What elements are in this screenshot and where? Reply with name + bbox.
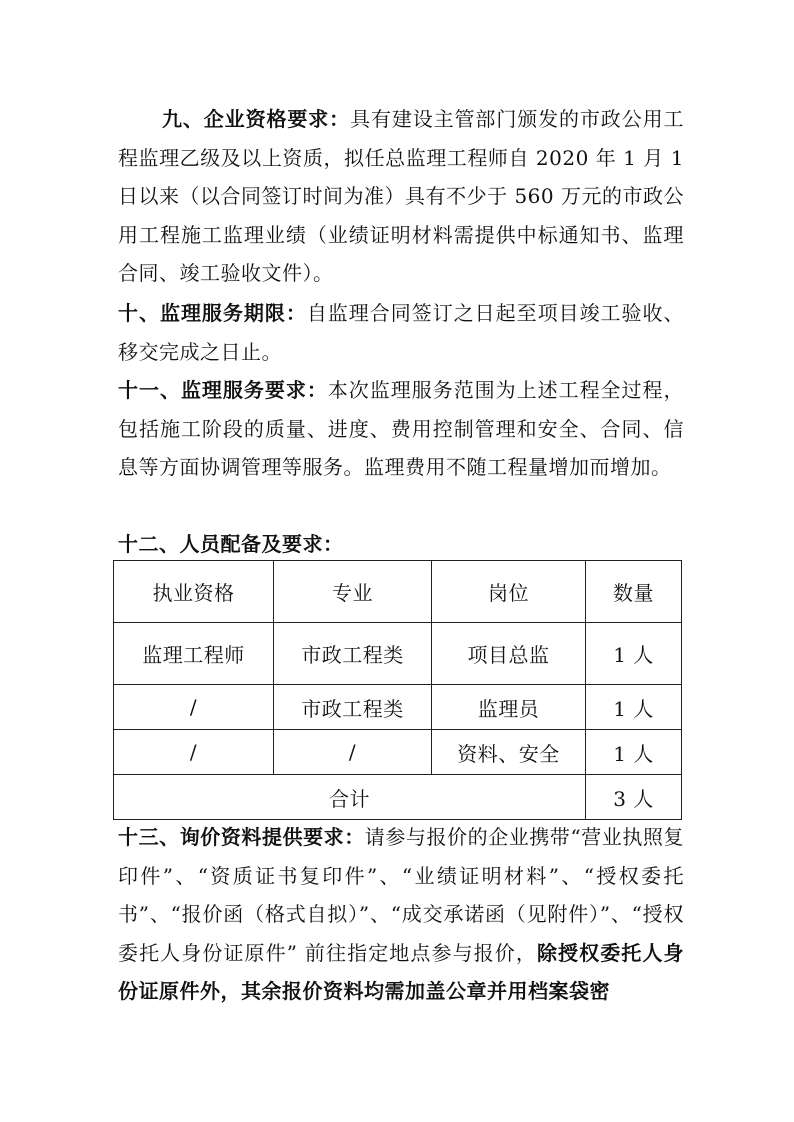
header-position: 岗位 [432, 561, 586, 623]
table-row [114, 685, 682, 730]
table-row [114, 730, 682, 775]
section-12-paragraph [118, 525, 684, 564]
table-cell: 监理员 [432, 685, 586, 730]
table-cell: 监理工程师 [114, 623, 274, 685]
table-row [114, 623, 682, 685]
table-cell: 市政工程类 [274, 685, 432, 730]
table-cell: 市政工程类 [274, 623, 432, 685]
total-label: 合计 [114, 775, 586, 820]
section-11-paragraph [118, 371, 684, 487]
table-total-row [114, 775, 682, 820]
section-13-bold-text: 除授权委托人身份证原件外，其余报价资料均需加盖公章并用档案袋密 [118, 940, 684, 1003]
table-cell: / [114, 730, 274, 775]
table-cell: 1 人 [586, 685, 682, 730]
section-11-heading: 十一、监理服务要求： [118, 378, 328, 402]
section-13-text: 请参与报价的企业携带“营业执照复印件”、“资质证书复印件”、“业绩证明材料”、“授权委托书”、“报价函（格式自拟）”、“成交承诺函（见附件）”、“授权委托人身份证原件” 前往指定地点参与报价， [118, 825, 685, 965]
total-value: 3 人 [586, 775, 682, 820]
header-major: 专业 [274, 561, 432, 623]
section-13-paragraph [118, 818, 684, 1011]
section-10-heading: 十、监理服务期限： [118, 301, 307, 325]
section-10-text: 自监理合同签订之日起至项目竣工验收、移交完成之日止。 [118, 301, 685, 364]
section-10-paragraph [118, 294, 684, 371]
table-header-row [114, 561, 682, 623]
section-9-paragraph [118, 100, 684, 293]
section-9-heading: 九、企业资格要求： [162, 107, 351, 131]
section-13-heading: 十三、询价资料提供要求： [118, 825, 365, 849]
table-cell: / [114, 685, 274, 730]
header-quantity: 数量 [586, 561, 682, 623]
section-9-text: 具有建设主管部门颁发的市政公用工程监理乙级及以上资质，拟任总监理工程师自 2020 年 1 月 1 日以来（以合同签订时间为准）具有不少于 560 万元的市政公用工程施工监理业绩（业绩证明材料需提供中标通知书、监理合同、竣工验收文件）。 [118, 107, 684, 285]
section-11-text: 本次监理服务范围为上述工程全过程，包括施工阶段的质量、进度、费用控制管理和安全、合同、信息等方面协调管理等服务。监理费用不随工程量增加而增加。 [118, 378, 685, 479]
table-cell: / [274, 730, 432, 775]
staff-table [113, 560, 682, 820]
table-cell: 资料、安全 [432, 730, 586, 775]
section-12-heading: 十二、人员配备及要求： [118, 532, 344, 556]
table-cell: 1 人 [586, 623, 682, 685]
table-cell: 1 人 [586, 730, 682, 775]
header-qualification: 执业资格 [114, 561, 274, 623]
table-cell: 项目总监 [432, 623, 586, 685]
